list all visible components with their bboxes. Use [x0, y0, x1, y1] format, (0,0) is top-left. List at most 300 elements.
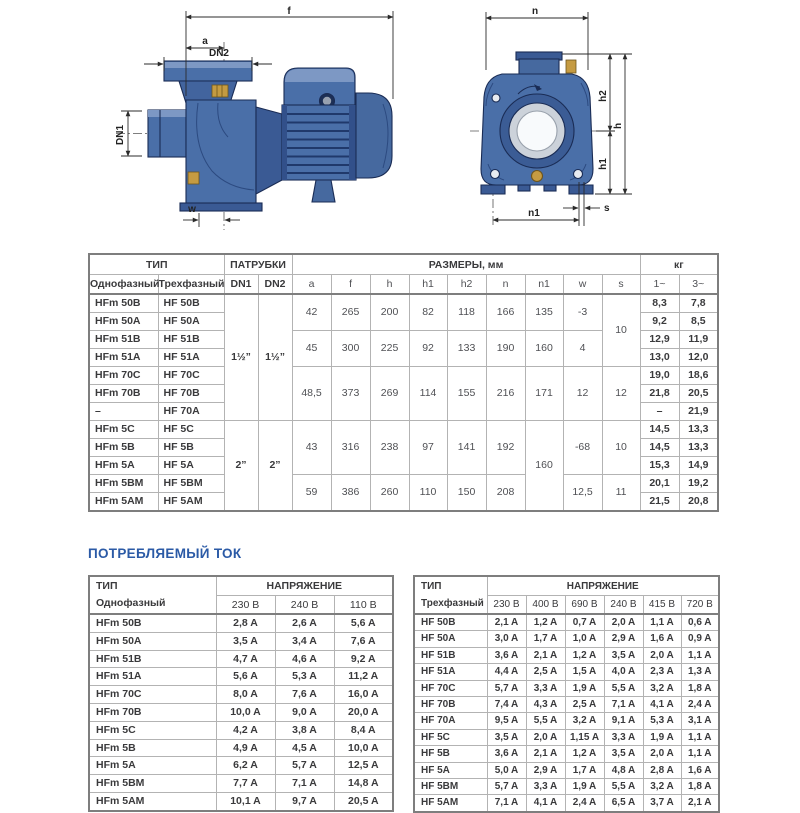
model-cell: HF 70A: [158, 403, 224, 421]
current-value-cell: 7,1 A: [275, 775, 334, 793]
value-cell: 316: [331, 421, 370, 475]
model-cell: HF 51A: [158, 349, 224, 367]
section-title: ПОТРЕБЛЯЕМЫЙ ТОК: [88, 546, 242, 561]
model-cell: HFm 5A: [89, 757, 216, 775]
model-cell: HF 5AM: [414, 795, 487, 812]
value-cell: 20,1: [640, 475, 679, 493]
value-cell: 11,9: [679, 331, 718, 349]
value-cell: 1½”: [224, 294, 258, 421]
table-row: [89, 668, 393, 686]
pump-body: [148, 61, 392, 211]
model-cell: HFm 50B: [89, 614, 216, 632]
current-value-cell: 8,0 A: [216, 686, 275, 704]
voltage-column-header: 720 В: [681, 596, 719, 615]
value-cell: 13,0: [640, 349, 679, 367]
current-value-cell: 2,6 A: [275, 614, 334, 632]
table-row: [89, 686, 393, 704]
current-value-cell: 9,5 A: [487, 713, 526, 729]
current-value-cell: 4,5 A: [275, 739, 334, 757]
current-value-cell: 4,4 A: [487, 664, 526, 680]
model-cell: HFm 5AM: [89, 792, 216, 810]
value-cell: 200: [370, 294, 409, 331]
table-row: [89, 703, 393, 721]
table-row: [89, 721, 393, 739]
column-header: f: [331, 275, 370, 295]
current-value-cell: 2,0 A: [526, 729, 565, 745]
current-value-cell: 7,4 A: [487, 697, 526, 713]
header-row: [89, 275, 718, 295]
model-cell: HF 5B: [158, 439, 224, 457]
voltage-column-header: 230 В: [216, 596, 275, 615]
current-value-cell: 6,2 A: [216, 757, 275, 775]
voltage-column-header: 230 В: [487, 596, 526, 615]
current-value-cell: 9,0 A: [275, 703, 334, 721]
current-value-cell: 1,7 A: [565, 762, 604, 778]
current-value-cell: 5,5 A: [604, 680, 643, 696]
table-row: [414, 680, 719, 696]
table-row: [414, 631, 719, 647]
table-row: [89, 367, 718, 385]
current-value-cell: 7,7 A: [216, 775, 275, 793]
dim-label-s: s: [604, 203, 610, 214]
dim-label-n: n: [531, 6, 539, 17]
model-cell: HFm 70C: [89, 686, 216, 704]
current-value-cell: 2,8 A: [216, 614, 275, 632]
table-row: [414, 729, 719, 745]
value-cell: 19,0: [640, 367, 679, 385]
value-cell: 12,9: [640, 331, 679, 349]
column-header: h1: [409, 275, 447, 295]
dimensions-table: [88, 253, 719, 512]
type-label: ТИП: [421, 581, 442, 592]
current-value-cell: 4,1 A: [643, 697, 681, 713]
current-value-cell: 5,6 A: [216, 668, 275, 686]
dim-label-dn1: DN1: [115, 124, 126, 145]
table-row: [89, 421, 718, 439]
current-value-cell: 2,0 A: [643, 746, 681, 762]
current-value-cell: 9,1 A: [604, 713, 643, 729]
current-value-cell: 5,7 A: [275, 757, 334, 775]
table-row: [414, 697, 719, 713]
value-cell: 14,5: [640, 421, 679, 439]
model-cell: HFm 51B: [89, 650, 216, 668]
header-group-row: [414, 576, 719, 596]
current-value-cell: 3,5 A: [216, 632, 275, 650]
current-value-cell: 3,2 A: [565, 713, 604, 729]
current-value-cell: 2,1 A: [487, 614, 526, 631]
current-value-cell: 0,9 A: [681, 631, 719, 647]
current-value-cell: 1,1 A: [681, 746, 719, 762]
current-value-cell: 20,0 A: [334, 703, 393, 721]
column-group-header: ПАТРУБКИ: [224, 254, 292, 275]
current-value-cell: 3,5 A: [604, 746, 643, 762]
type-column-header: [414, 576, 487, 614]
table-row: [414, 795, 719, 812]
current-value-cell: 5,5 A: [604, 779, 643, 795]
value-cell: 18,6: [679, 367, 718, 385]
model-cell: HF 50A: [158, 313, 224, 331]
model-cell: –: [89, 403, 158, 421]
value-cell: 135: [525, 294, 563, 331]
column-header: Трехфазный: [158, 275, 224, 295]
value-cell: 160: [525, 421, 563, 512]
current-value-cell: 7,1 A: [604, 697, 643, 713]
value-cell: 9,2: [640, 313, 679, 331]
current-value-cell: 20,5 A: [334, 792, 393, 810]
value-cell: 373: [331, 367, 370, 421]
value-cell: 42: [292, 294, 331, 331]
table-row: [89, 632, 393, 650]
model-cell: HFm 5BM: [89, 775, 216, 793]
current-value-cell: 1,8 A: [681, 779, 719, 795]
value-cell: 45: [292, 331, 331, 367]
current-value-cell: 5,6 A: [334, 614, 393, 632]
current-value-cell: 1,2 A: [565, 647, 604, 663]
current-value-cell: 1,0 A: [565, 631, 604, 647]
model-cell: HFm 5C: [89, 721, 216, 739]
model-cell: HF 5AM: [158, 493, 224, 512]
current-value-cell: 3,6 A: [487, 647, 526, 663]
column-header: w: [563, 275, 602, 295]
current-value-cell: 1,1 A: [681, 647, 719, 663]
current-value-cell: 3,5 A: [487, 729, 526, 745]
value-cell: 11: [602, 475, 640, 512]
current-value-cell: 12,5 A: [334, 757, 393, 775]
model-cell: HF 5B: [414, 746, 487, 762]
current-value-cell: 4,6 A: [275, 650, 334, 668]
model-cell: HF 70B: [158, 385, 224, 403]
current-value-cell: 10,0 A: [334, 739, 393, 757]
table-row: [414, 779, 719, 795]
column-group-header: кг: [640, 254, 718, 275]
value-cell: 166: [486, 294, 525, 331]
column-header: s: [602, 275, 640, 295]
value-cell: 260: [370, 475, 409, 512]
model-cell: HF 5BM: [158, 475, 224, 493]
table-header: [89, 576, 393, 614]
model-cell: HF 5C: [414, 729, 487, 745]
current-value-cell: 4,1 A: [526, 795, 565, 812]
value-cell: 43: [292, 421, 331, 475]
value-cell: 171: [525, 367, 563, 421]
value-cell: 225: [370, 331, 409, 367]
model-cell: HFm 50A: [89, 313, 158, 331]
current-value-cell: 2,0 A: [643, 647, 681, 663]
model-cell: HF 70A: [414, 713, 487, 729]
current-value-cell: 1,1 A: [643, 614, 681, 631]
value-cell: 82: [409, 294, 447, 331]
current-value-cell: 16,0 A: [334, 686, 393, 704]
current-value-cell: 2,0 A: [604, 614, 643, 631]
value-cell: 10: [602, 294, 640, 367]
column-header: a: [292, 275, 331, 295]
current-value-cell: 3,0 A: [487, 631, 526, 647]
type-column-header: [89, 576, 216, 614]
current-value-cell: 2,8 A: [643, 762, 681, 778]
table-header: [414, 576, 719, 614]
model-cell: HFm 50A: [89, 632, 216, 650]
column-header: n1: [525, 275, 563, 295]
current-value-cell: 14,8 A: [334, 775, 393, 793]
table-row: [414, 614, 719, 631]
table-row: [414, 664, 719, 680]
value-cell: 386: [331, 475, 370, 512]
value-cell: 59: [292, 475, 331, 512]
value-cell: 208: [486, 475, 525, 512]
current-value-cell: 5,0 A: [487, 762, 526, 778]
model-cell: HFm 5A: [89, 457, 158, 475]
current-value-cell: 2,5 A: [565, 697, 604, 713]
current-value-cell: 2,1 A: [526, 746, 565, 762]
current-value-cell: 2,9 A: [604, 631, 643, 647]
dim-label-dn2: DN2: [208, 48, 230, 59]
voltage-column-header: 400 В: [526, 596, 565, 615]
current-value-cell: 10,0 A: [216, 703, 275, 721]
value-cell: 13,3: [679, 421, 718, 439]
model-cell: HF 70C: [414, 680, 487, 696]
value-cell: 21,9: [679, 403, 718, 421]
value-cell: 12: [563, 367, 602, 421]
dim-label-a: a: [202, 36, 208, 47]
voltage-column-header: 690 В: [565, 596, 604, 615]
current-value-cell: 3,6 A: [487, 746, 526, 762]
value-cell: 216: [486, 367, 525, 421]
model-cell: HF 5BM: [414, 779, 487, 795]
current-value-cell: 2,4 A: [565, 795, 604, 812]
header-group-row: [89, 576, 393, 596]
column-group-header: РАЗМЕРЫ, мм: [292, 254, 640, 275]
model-cell: HF 5A: [414, 762, 487, 778]
current-value-cell: 1,9 A: [565, 779, 604, 795]
phase-label: Трехфазный: [421, 598, 484, 609]
column-header: h: [370, 275, 409, 295]
table-row: [89, 475, 718, 493]
table-header: [89, 254, 718, 294]
value-cell: 13,3: [679, 439, 718, 457]
value-cell: 118: [447, 294, 486, 331]
pump-front-view-drawing: [462, 4, 734, 236]
current-value-cell: 1,15 A: [565, 729, 604, 745]
current-value-cell: 1,3 A: [681, 664, 719, 680]
dim-label-w: w: [188, 204, 196, 215]
value-cell: 14,9: [679, 457, 718, 475]
pump-side-view-drawing: [112, 4, 450, 236]
value-cell: 155: [447, 367, 486, 421]
current-value-cell: 0,7 A: [565, 614, 604, 631]
model-cell: HFm 5AM: [89, 493, 158, 512]
value-cell: 190: [486, 331, 525, 367]
model-cell: HF 51B: [158, 331, 224, 349]
current-value-cell: 7,1 A: [487, 795, 526, 812]
value-cell: -68: [563, 421, 602, 475]
current-value-cell: 3,2 A: [643, 680, 681, 696]
current-value-cell: 3,3 A: [526, 680, 565, 696]
current-value-cell: 7,6 A: [275, 686, 334, 704]
column-header: n: [486, 275, 525, 295]
current-value-cell: 1,6 A: [643, 631, 681, 647]
current-value-cell: 8,4 A: [334, 721, 393, 739]
value-cell: 110: [409, 475, 447, 512]
current-value-cell: 2,3 A: [643, 664, 681, 680]
value-cell: 48,5: [292, 367, 331, 421]
model-cell: HF 5C: [158, 421, 224, 439]
phase-label: Однофазный: [96, 597, 166, 609]
value-cell: 300: [331, 331, 370, 367]
current-value-cell: 1,6 A: [681, 762, 719, 778]
value-cell: 15,3: [640, 457, 679, 475]
column-header: DN2: [258, 275, 292, 295]
value-cell: 14,5: [640, 439, 679, 457]
table-body: [89, 614, 393, 811]
current-value-cell: 1,2 A: [526, 614, 565, 631]
current-value-cell: 1,7 A: [526, 631, 565, 647]
voltage-group-header: НАПРЯЖЕНИЕ: [216, 576, 393, 596]
current-value-cell: 1,9 A: [643, 729, 681, 745]
dim-label-n1: n1: [528, 208, 540, 219]
voltage-column-header: 110 В: [334, 596, 393, 615]
value-cell: 10: [602, 421, 640, 475]
current-value-cell: 4,2 A: [216, 721, 275, 739]
value-cell: 21,5: [640, 493, 679, 512]
current-value-cell: 1,5 A: [565, 664, 604, 680]
current-value-cell: 3,4 A: [275, 632, 334, 650]
current-value-cell: 2,1 A: [681, 795, 719, 812]
table-row: [414, 713, 719, 729]
type-label: ТИП: [96, 580, 118, 592]
table-row: [414, 647, 719, 663]
header-group-row: [89, 254, 718, 275]
current-value-cell: 3,2 A: [643, 779, 681, 795]
value-cell: 12,0: [679, 349, 718, 367]
value-cell: 8,3: [640, 294, 679, 313]
current-value-cell: 1,8 A: [681, 680, 719, 696]
current-value-cell: 0,6 A: [681, 614, 719, 631]
value-cell: 238: [370, 421, 409, 475]
current-value-cell: 2,1 A: [526, 647, 565, 663]
current-value-cell: 2,9 A: [526, 762, 565, 778]
current-value-cell: 10,1 A: [216, 792, 275, 810]
current-value-cell: 11,2 A: [334, 668, 393, 686]
current-value-cell: 4,7 A: [216, 650, 275, 668]
model-cell: HF 51A: [414, 664, 487, 680]
current-value-cell: 3,3 A: [526, 779, 565, 795]
value-cell: 114: [409, 367, 447, 421]
table-row: [89, 650, 393, 668]
column-header: DN1: [224, 275, 258, 295]
three-phase-current-table: [413, 575, 720, 813]
current-value-cell: 3,5 A: [604, 647, 643, 663]
table-row: [89, 739, 393, 757]
value-cell: 4: [563, 331, 602, 367]
value-cell: 133: [447, 331, 486, 367]
value-cell: 20,8: [679, 493, 718, 512]
value-cell: 2”: [224, 421, 258, 512]
model-cell: HF 5A: [158, 457, 224, 475]
current-value-cell: 2,5 A: [526, 664, 565, 680]
model-cell: HFm 51B: [89, 331, 158, 349]
voltage-group-header: НАПРЯЖЕНИЕ: [487, 576, 719, 596]
current-value-cell: 4,9 A: [216, 739, 275, 757]
current-value-cell: 9,2 A: [334, 650, 393, 668]
current-value-cell: 3,1 A: [681, 713, 719, 729]
model-cell: HFm 50B: [89, 294, 158, 313]
current-value-cell: 5,7 A: [487, 680, 526, 696]
model-cell: HF 51B: [414, 647, 487, 663]
table-row: [89, 757, 393, 775]
current-value-cell: 5,7 A: [487, 779, 526, 795]
voltage-column-header: 415 В: [643, 596, 681, 615]
model-cell: HFm 5BM: [89, 475, 158, 493]
current-value-cell: 5,3 A: [643, 713, 681, 729]
current-value-cell: 9,7 A: [275, 792, 334, 810]
current-value-cell: 1,1 A: [681, 729, 719, 745]
model-cell: HFm 5B: [89, 739, 216, 757]
current-value-cell: 1,2 A: [565, 746, 604, 762]
model-cell: HFm 51A: [89, 668, 216, 686]
dim-label-h: h: [613, 122, 624, 130]
model-cell: HF 50A: [414, 631, 487, 647]
value-cell: 8,5: [679, 313, 718, 331]
value-cell: 19,2: [679, 475, 718, 493]
model-cell: HF 50B: [414, 614, 487, 631]
current-value-cell: 7,6 A: [334, 632, 393, 650]
value-cell: 1½”: [258, 294, 292, 421]
voltage-column-header: 240 В: [604, 596, 643, 615]
current-value-cell: 2,4 A: [681, 697, 719, 713]
current-value-cell: 3,3 A: [604, 729, 643, 745]
table-row: [414, 762, 719, 778]
dim-label-f: f: [287, 6, 291, 17]
model-cell: HF 70B: [414, 697, 487, 713]
table-row: [89, 614, 393, 632]
value-cell: 92: [409, 331, 447, 367]
column-header: 3~: [679, 275, 718, 295]
pump-body: [481, 52, 593, 194]
current-value-cell: 4,8 A: [604, 762, 643, 778]
current-value-cell: 4,0 A: [604, 664, 643, 680]
table-row: [89, 792, 393, 810]
column-header: Однофазный: [89, 275, 158, 295]
value-cell: 265: [331, 294, 370, 331]
current-value-cell: 4,3 A: [526, 697, 565, 713]
dim-label-h1: h1: [598, 158, 609, 170]
value-cell: 160: [525, 331, 563, 367]
table-row: [89, 775, 393, 793]
model-cell: HFm 70B: [89, 703, 216, 721]
column-group-header: ТИП: [89, 254, 224, 275]
value-cell: 150: [447, 475, 486, 512]
value-cell: 2”: [258, 421, 292, 512]
current-value-cell: 5,5 A: [526, 713, 565, 729]
value-cell: 141: [447, 421, 486, 475]
value-cell: 269: [370, 367, 409, 421]
model-cell: HF 50B: [158, 294, 224, 313]
table-body: [414, 614, 719, 812]
current-value-cell: 6,5 A: [604, 795, 643, 812]
value-cell: 12,5: [563, 475, 602, 512]
current-value-cell: 3,8 A: [275, 721, 334, 739]
model-cell: HFm 70B: [89, 385, 158, 403]
model-cell: HFm 5B: [89, 439, 158, 457]
value-cell: 20,5: [679, 385, 718, 403]
model-cell: HFm 70C: [89, 367, 158, 385]
value-cell: 192: [486, 421, 525, 475]
model-cell: HF 70C: [158, 367, 224, 385]
column-header: 1~: [640, 275, 679, 295]
current-value-cell: 1,9 A: [565, 680, 604, 696]
table-body: [89, 294, 718, 511]
value-cell: 97: [409, 421, 447, 475]
